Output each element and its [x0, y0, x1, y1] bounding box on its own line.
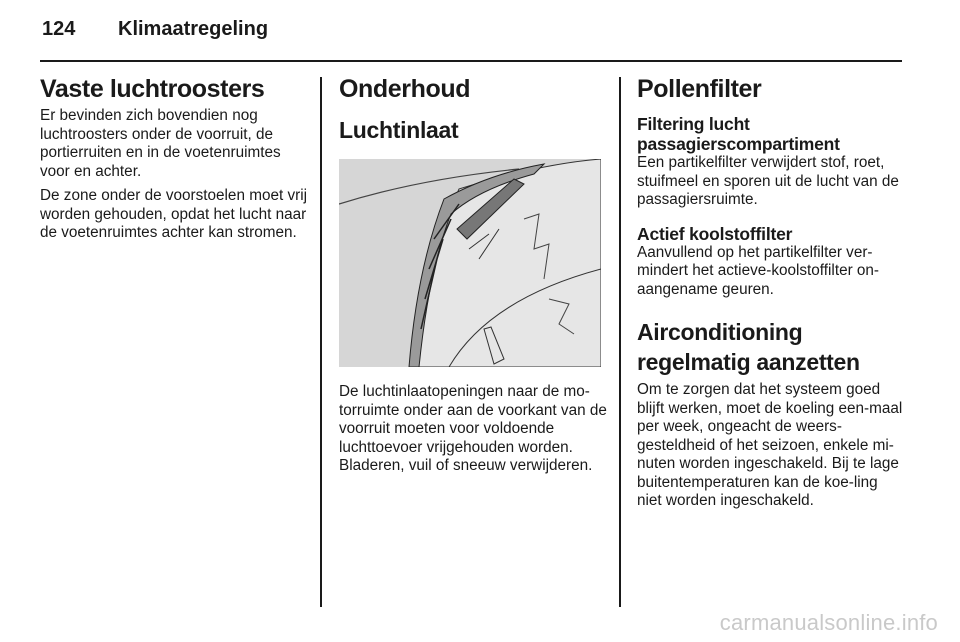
paragraph: Er bevinden zich bovendien nog luchtroosters onder de voorruit, de portierruiten en in de voetenruimtes voor en achter. [40, 107, 281, 180]
subsection-heading-filtering: Filtering lucht passagierscompartiment [637, 114, 840, 154]
windscreen-air-intake-drawing [339, 159, 601, 367]
section-heading-airconditioning: Airconditioning regelmatig aanzetten [637, 319, 860, 375]
chapter-title: Klimaatregeling [118, 18, 269, 40]
section-heading-onderhoud: Onderhoud [339, 75, 471, 103]
column-divider-1 [320, 77, 322, 607]
subsection-heading-luchtinlaat: Luchtinlaat [339, 117, 459, 143]
column-divider-2 [619, 77, 621, 607]
paragraph: Aanvullend op het partikelfilter ver-mindert het actieve-koolstoffilter on-aangename geuren. [637, 243, 880, 298]
watermark: carmanualsonline.info [719, 610, 938, 635]
header-rule [40, 60, 902, 62]
section-heading-pollenfilter: Pollenfilter [637, 75, 762, 103]
paragraph: De luchtinlaatopeningen naar de mo-torruimte onder aan de voorkant van de voorruit moeten voor voldoende luchttoevoer vrijgehouden worden. Bladeren, vuil of sneeuw verwijderen. [339, 383, 607, 474]
subsection-heading-koolstoffilter: Actief koolstoffilter [637, 223, 793, 244]
column-3 [637, 74, 905, 517]
paragraph: De zone onder de voorstoelen moet vrij worden gehouden, opdat het lucht naar de voetenruimtes achter kan stromen. [40, 187, 307, 241]
paragraph: Om te zorgen dat het systeem goed blijft werken, moet de koeling een-maal per week, ongeacht de weers-gesteldheid of het seizoen, enkele mi-nuten worden ingeschakeld. Bij te lage buitentemperaturen kan de koe-ling niet worden ingeschakeld. [637, 381, 903, 509]
section-heading-vaste-luchtroosters: Vaste luchtroosters [40, 75, 265, 103]
page-number: 124 [42, 18, 76, 40]
column-2 [339, 74, 607, 482]
column-1 [40, 74, 308, 249]
paragraph: Een partikelfilter verwijdert stof, roet, stuifmeel en sporen uit de lucht van de passagiersruimte. [637, 154, 899, 208]
air-intake-illustration [339, 159, 601, 367]
page-header [42, 18, 268, 48]
